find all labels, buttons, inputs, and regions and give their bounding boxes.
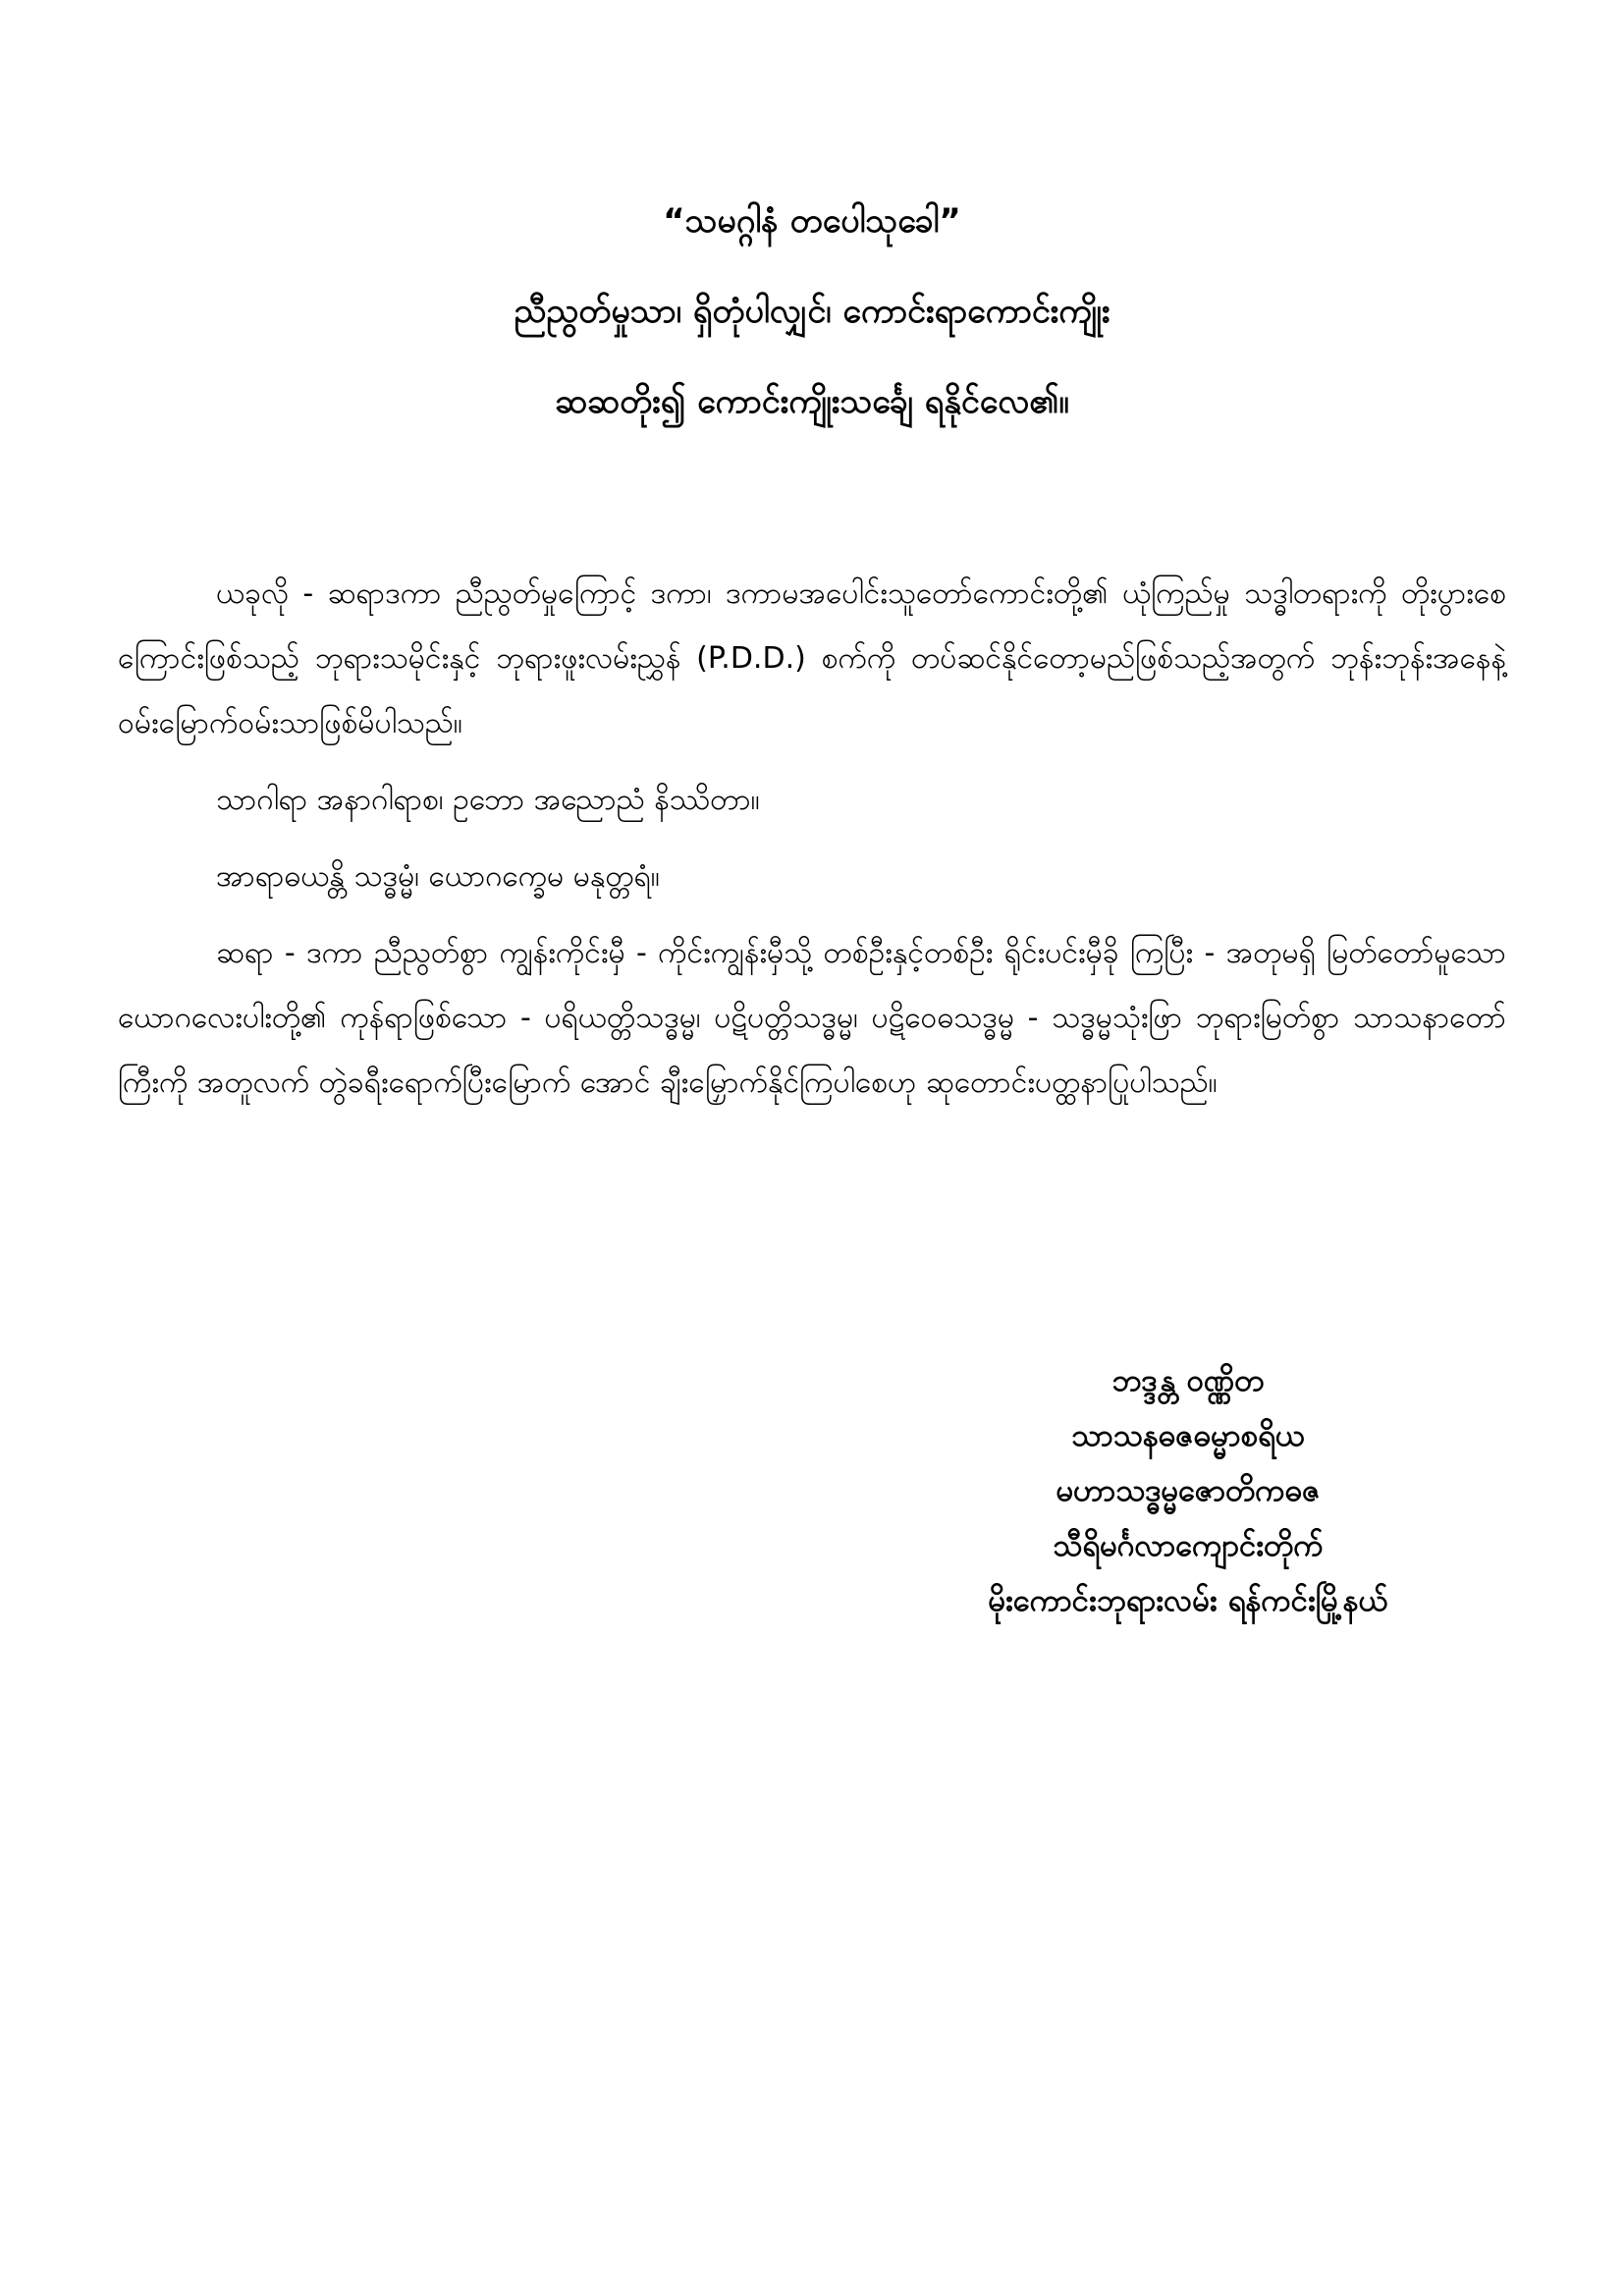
paragraph-1: ယခုလို - ဆရာဒကာ ညီညွတ်မှုကြောင့် ဒကာ၊ ဒကာမအပေါင်းသူတော်ကောင်းတို့၏ ယုံကြည်မှု သဒ္ဓါတရားကို တိုးပွားစေကြောင်းဖြစ်သည့် ဘုရားသမိုင်းနှင့် ဘုရားဖူးလမ်းညွှန် (P.D.D.) စက်ကို တပ်ဆင်နိုင်တော့မည်ဖြစ်သည့်အတွက် ဘုန်းဘုန်းအနေနဲ့ ဝမ်းမြောက်ဝမ်းသာဖြစ်မိပါသည်။: [118, 576, 1506, 740]
heading-verse-line-1: ညီညွတ်မှုသာ၊ ရှိတုံပါလျှင်၊ ကောင်းရာကောင်းကျိုး: [514, 292, 1110, 331]
signature-name: ဘဒ္ဒန္တ ဝဏ္ဏိတ: [1111, 1363, 1265, 1398]
pali-verse-line-2: အာရာဓယန္တိ သဒ္ဓမ္မံ၊ ယောဂက္ခေမ မနုတ္တရံ။: [216, 859, 660, 894]
heading-quote: “သမဂ္ဂါနံ တပေါသုခေါ”: [663, 201, 961, 241]
signature-title-2: မဟာသဒ္ဓမ္မဇောတိကဓဇ: [1056, 1473, 1321, 1508]
heading-verse-line-2: ဆဆတိုး၍ ကောင်းကျိုးသင်္ချေ ရနိုင်လေ၏။: [555, 382, 1069, 421]
heading-block: [0, 201, 1624, 472]
body-text: [118, 562, 1506, 1127]
signature-monastery: သီရိမင်္ဂလာကျောင်းတိုက်: [1053, 1528, 1324, 1563]
signature-address: မိုးကောင်းဘုရားလမ်း ရန်ကင်းမြို့နယ်: [988, 1583, 1388, 1618]
signature-title-1: သာသနဓဇဓမ္မာစရိယ: [1071, 1418, 1305, 1453]
pali-verse-line-1: သာဂါရာ အနာဂါရာစ၊ ဥဘော အညောညံ နိဿိတာ။: [216, 783, 760, 817]
paragraph-2: ဆရာ - ဒကာ ညီညွတ်စွာ ကျွန်းကိုင်းမှီ - ကိုင်းကျွန်းမှီသို့ တစ်ဦးနှင့်တစ်ဦး ရိုင်းပင်းမှီခို ကြပြီး - အတုမရှိ မြတ်တော်မူသော ယောဂလေးပါးတို့၏ ကုန်ရာဖြစ်သော - ပရိယတ္တိသဒ္ဓမ္မ၊ ပဋိပတ္တိသဒ္ဓမ္မ၊ ပဋိဝေဓသဒ္ဓမ္မ - သဒ္ဓမ္မသုံးဖြာ ဘုရားမြတ်စွာ သာသနာတော်ကြီးကို အတူလက် တွဲခရီးရောက်ပြီးမြောက် အောင် ချီးမြှောက်နိုင်ကြပါစေဟု ဆုတောင်းပတ္ထနာပြုပါသည်။: [118, 936, 1506, 1100]
signature-block: [844, 1360, 1532, 1635]
